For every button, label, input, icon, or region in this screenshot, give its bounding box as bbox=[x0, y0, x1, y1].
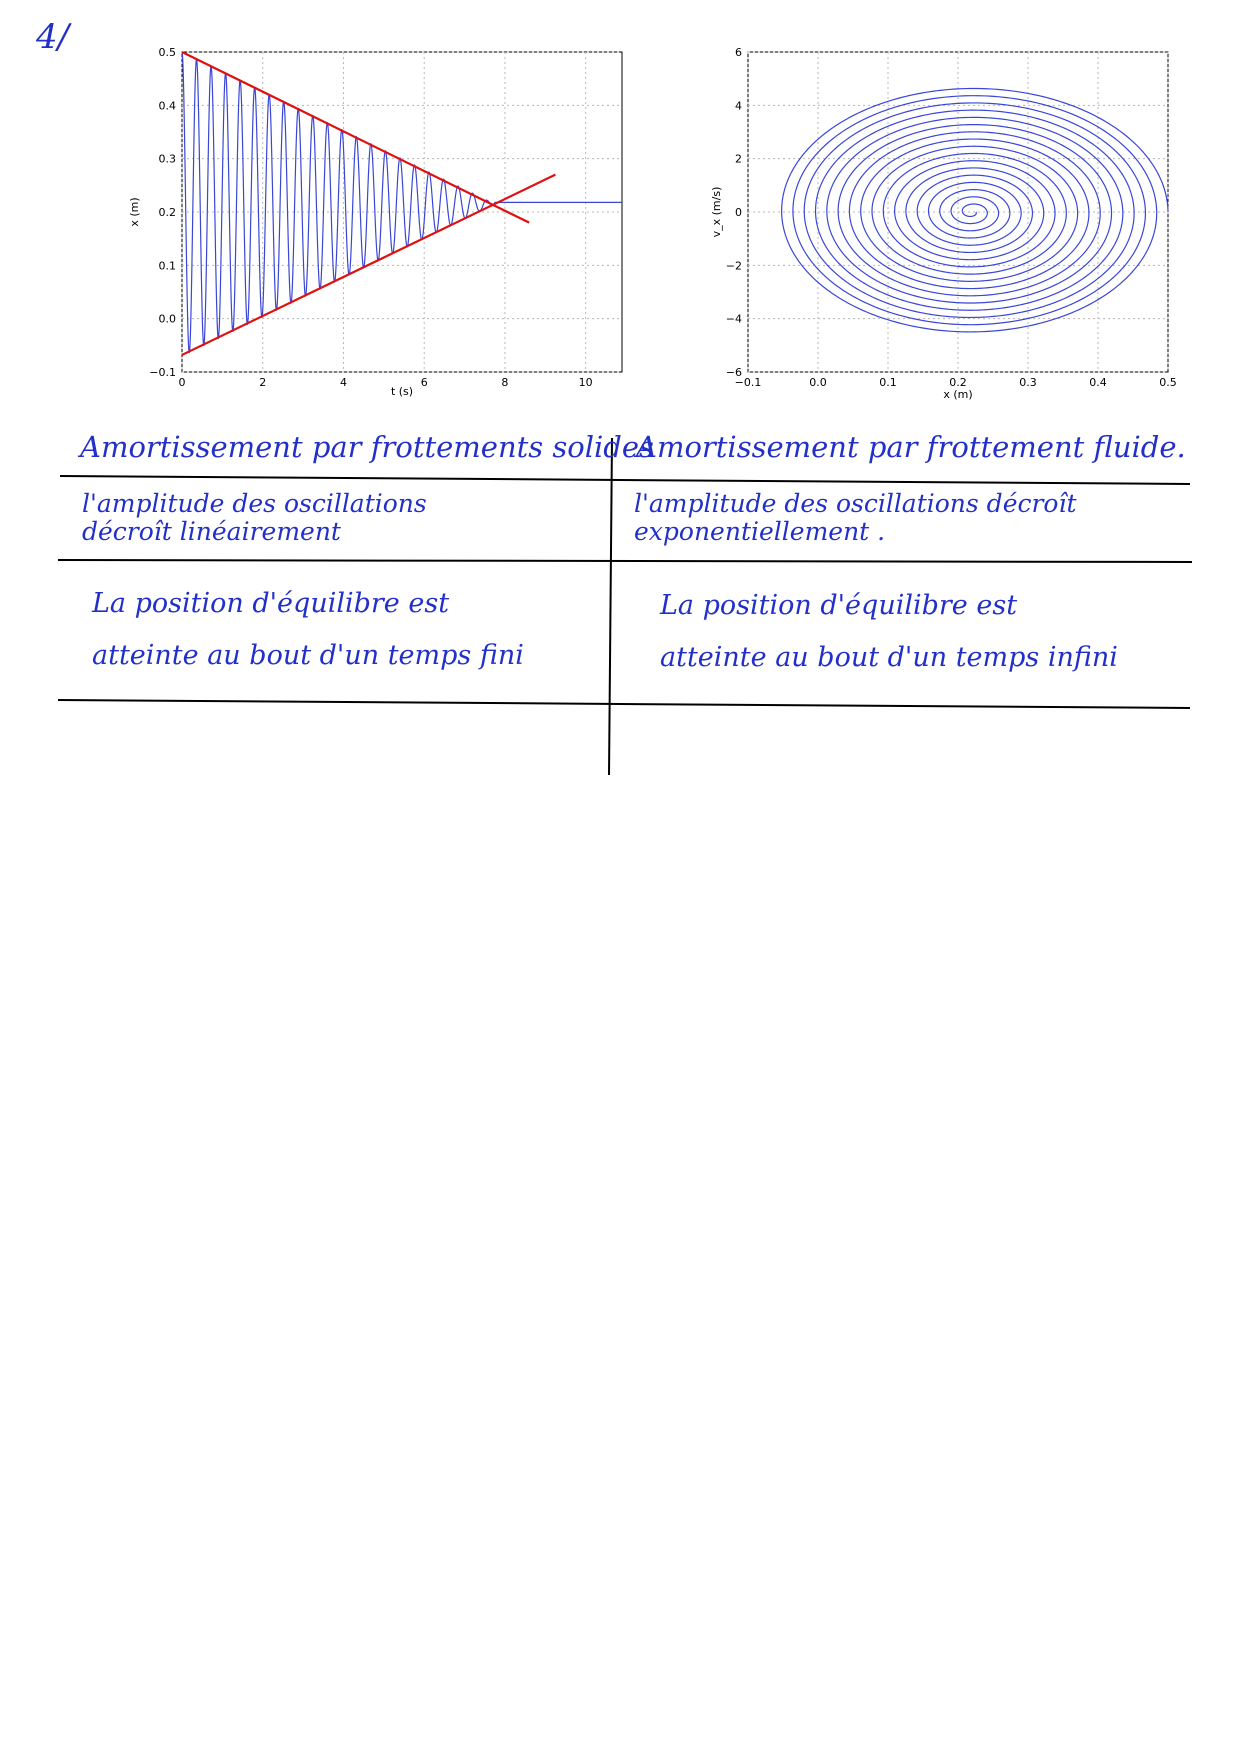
y-tick-label: −2 bbox=[725, 259, 742, 273]
header-fluid-friction: Amortissement par frottement fluide. bbox=[636, 430, 1186, 464]
y-tick-label: 0.0 bbox=[158, 312, 176, 326]
y-tick-label: 0.5 bbox=[158, 46, 176, 59]
page-number: 4/ bbox=[36, 17, 70, 57]
table-rule bbox=[60, 476, 1190, 484]
header-solid-friction: Amortissement par frottements solides bbox=[80, 430, 654, 464]
y-tick-label: 0.3 bbox=[158, 152, 176, 166]
x-axis-label: t (s) bbox=[390, 385, 414, 398]
upper-envelope-line bbox=[182, 52, 529, 223]
x-tick-label: 8 bbox=[501, 376, 509, 389]
y-tick-label: 0.1 bbox=[158, 259, 176, 273]
x-tick-label: 6 bbox=[420, 376, 428, 389]
y-tick-label: −0.1 bbox=[149, 366, 176, 379]
y-tick-label: −6 bbox=[725, 366, 742, 379]
phase-portrait-chart bbox=[710, 46, 1177, 401]
comparison-table bbox=[58, 430, 1192, 775]
cell-solid-amplitude: l'amplitude des oscillations décroît linéairement bbox=[82, 489, 427, 546]
x-tick-label: 0.1 bbox=[879, 376, 897, 389]
x-axis-label: x (m) bbox=[943, 388, 973, 401]
y-axis-label: v_x (m/s) bbox=[710, 186, 723, 238]
x-tick-label: 0.4 bbox=[1089, 376, 1107, 389]
x-tick-label: 0.2 bbox=[949, 376, 967, 389]
y-tick-label: 6 bbox=[735, 46, 742, 59]
y-tick-label: −4 bbox=[725, 312, 742, 326]
x-tick-label: 0 bbox=[178, 376, 186, 389]
y-tick-label: 0.2 bbox=[158, 206, 176, 219]
x-tick-label: 2 bbox=[259, 376, 267, 389]
x-tick-label: −0.1 bbox=[734, 376, 762, 389]
y-tick-label: 2 bbox=[735, 152, 742, 166]
y-tick-label: 0.4 bbox=[158, 99, 176, 113]
table-rule bbox=[58, 700, 1190, 708]
y-axis-label: x (m) bbox=[128, 197, 141, 227]
lower-envelope-line bbox=[182, 175, 555, 355]
x-tick-label: 0.3 bbox=[1019, 376, 1037, 389]
x-tick-label: 4 bbox=[339, 376, 347, 389]
cell-solid-equilibrium: La position d'équilibre est atteinte au bout d'un temps fini bbox=[92, 588, 524, 671]
x-tick-label: 10 bbox=[578, 376, 593, 389]
x-tick-label: 0.5 bbox=[1159, 376, 1177, 389]
table-rule bbox=[58, 560, 1192, 562]
cell-fluid-equilibrium: La position d'équilibre est atteinte au bout d'un temps infini bbox=[660, 590, 1118, 673]
table-column-divider bbox=[609, 438, 612, 775]
cell-fluid-amplitude: l'amplitude des oscillations décroît exponentiellement . bbox=[634, 489, 1077, 546]
y-tick-label: 4 bbox=[735, 99, 742, 113]
x-tick-label: 0.0 bbox=[809, 376, 827, 389]
position-time-chart bbox=[128, 46, 622, 398]
oscillation-curve bbox=[182, 52, 622, 352]
phase-spiral-curve bbox=[782, 88, 1168, 331]
y-tick-label: 0 bbox=[735, 206, 742, 219]
